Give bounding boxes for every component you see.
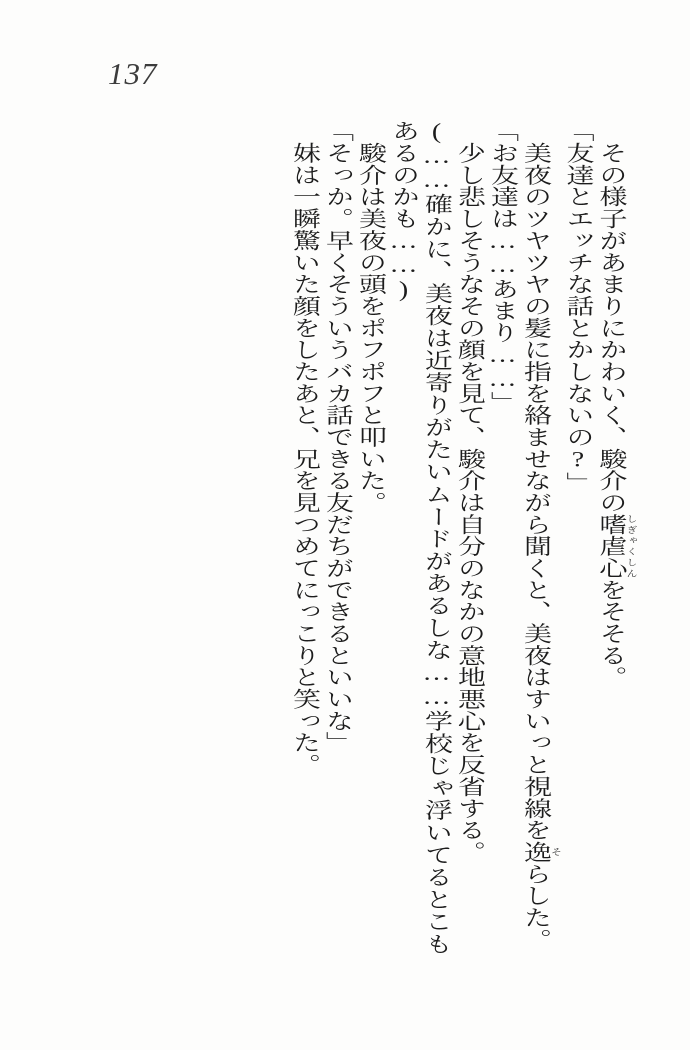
paragraph-6-thought: (……確かに、美夜は近寄りがたいムードがあるしな……学校じゃ浮いてるとこもあるのかも……) [388,120,452,955]
furigana-text: そ [549,840,562,863]
furigana-text: しぎゃくしん [625,513,637,579]
furigana-annotated-word: 逸そ [520,840,562,863]
page-number: 137 [108,56,158,91]
furigana-annotated-word: 嗜虐心しぎゃくしん [595,513,637,579]
paragraph-4-dialogue: 「お友達は……あまり……」 [487,120,518,414]
paragraph-8-dialogue: 「そっか。早くそういうバカ話できる友だちができるといいな」 [322,120,353,754]
paragraph-9-narrative: 妹は一瞬驚いた顔をしたあと、兄を見つめてにっこりと笑った。 [289,141,320,776]
body-text-block [288,120,637,955]
paragraph-7-narrative: 駿介は美夜の頭をポフポフと叩いた。 [355,141,386,514]
paragraph-2-dialogue: 「友達とエッチな話とかしないの?」 [562,120,594,494]
paragraph-5-narrative: 少し悲しそうなその顔を見て、駿介は自分のなかの意地悪心を反省する。 [454,141,485,863]
paragraph-3-narrative: 美夜のツヤツヤの髪に指を絡ませながら聞くと、美夜はすいっと視線を逸そらした。 [520,141,562,950]
paragraph-1-narrative: その様子があまりにかわいく、駿介の嗜虐心しぎゃくしんをそそる。 [595,141,637,688]
